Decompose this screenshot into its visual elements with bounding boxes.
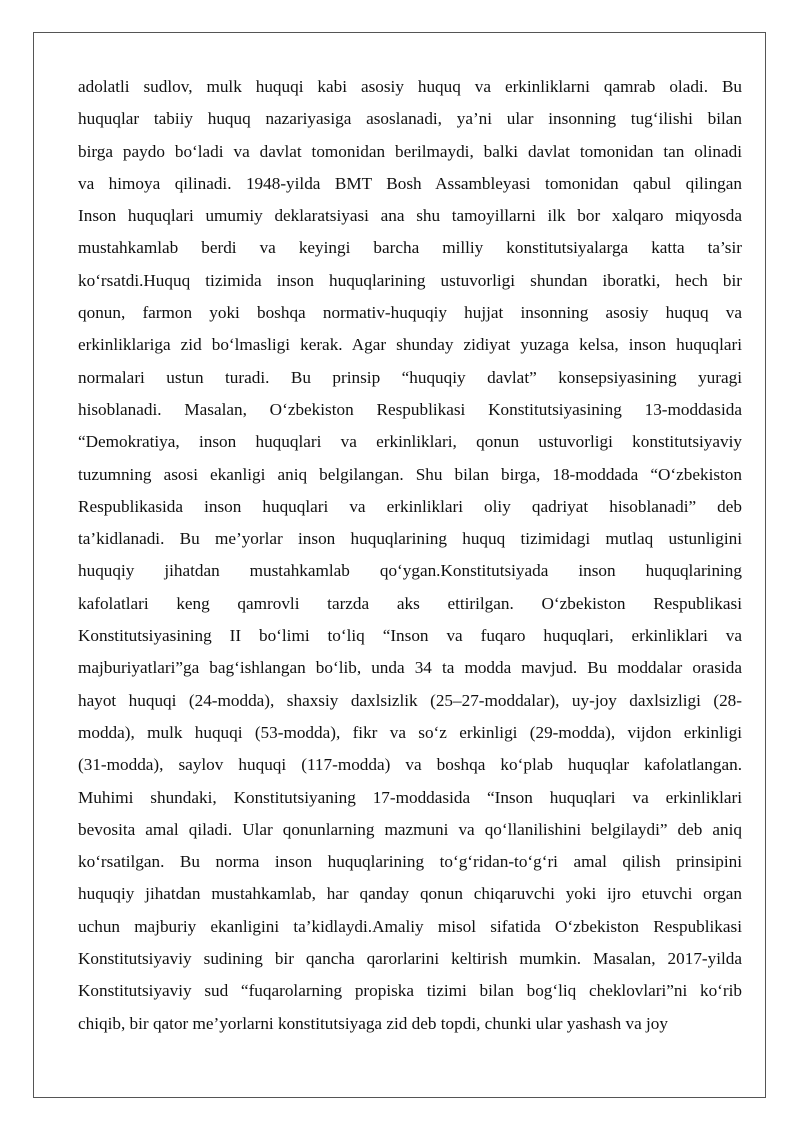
text-line: bevosita amal qiladi. Ular qonunlarning mazmuni va qo‘llanilishini belgilaydi” deb aniq (78, 819, 742, 839)
text-line: huquqiy jihatdan mustahkamlab qo‘ygan.Konstitutsiyada inson huquqlarining (78, 561, 742, 581)
text-line: chiqib, bir qator me’yorlarni konstitutsiyaga zid deb topdi, chunki ular yashash va joy (78, 1013, 668, 1033)
text-line: Inson huquqlari umumiy deklaratsiyasi ana shu tamoyillarni ilk bor xalqaro miqyosda (78, 206, 742, 226)
text-line: Muhimi shundaki, Konstitutsiyaning 17-moddasida “Inson huquqlari va erkinliklari (78, 787, 742, 807)
body-paragraph (78, 71, 742, 1040)
text-line: qonun, farmon yoki boshqa normativ-huquqiy hujjat insonning asosiy huquq va (78, 303, 742, 323)
text-line: hayot huquqi (24-modda), shaxsiy daxlsizlik (25–27-moddalar), uy-joy daxlsizligi (28- (78, 690, 742, 710)
text-line: modda), mulk huquqi (53-modda), fikr va so‘z erkinligi (29-modda), vijdon erkinligi (78, 722, 742, 742)
text-line: majburiyatlari”ga bag‘ishlangan bo‘lib, unda 34 ta modda mavjud. Bu moddalar orasida (78, 658, 742, 678)
text-line: birga paydo bo‘ladi va davlat tomonidan berilmaydi, balki davlat tomonidan tan olinadi (78, 141, 742, 161)
text-line: tuzumning asosi ekanligi aniq belgilangan. Shu bilan birga, 18-moddada “O‘zbekiston (78, 464, 742, 484)
text-line: “Demokratiya, inson huquqlari va erkinliklari, qonun ustuvorligi konstitutsiyaviy (78, 432, 742, 452)
text-line: kafolatlari keng qamrovli tarzda aks ettirilgan. O‘zbekiston Respublikasi (78, 593, 742, 613)
text-line: erkinliklariga zid bo‘lmasligi kerak. Agar shunday zidiyat yuzaga kelsa, inson huquqlari (78, 335, 742, 355)
text-line: normalari ustun turadi. Bu prinsip “huquqiy davlat” konsepsiyasining yuragi (78, 367, 742, 387)
text-line: ko‘rsatilgan. Bu norma inson huquqlarining to‘g‘ridan-to‘g‘ri amal qilish prinsipini (78, 852, 742, 872)
text-line: ko‘rsatdi.Huquq tizimida inson huquqlarining ustuvorligi shundan iboratki, hech bir (78, 270, 742, 290)
text-line: (31-modda), saylov huquqi (117-modda) va boshqa ko‘plab huquqlar kafolatlangan. (78, 755, 742, 775)
text-line: huquqlar tabiiy huquq nazariyasiga asoslanadi, ya’ni ular insonning tug‘ilishi bilan (78, 109, 742, 129)
text-line: Konstitutsiyasining II bo‘limi to‘liq “Inson va fuqaro huquqlari, erkinliklari va (78, 626, 742, 646)
text-line: va himoya qilinadi. 1948-yilda BMT Bosh Assambleyasi tomonidan qabul qilingan (78, 173, 742, 193)
text-line: ta’kidlanadi. Bu me’yorlar inson huquqlarining huquq tizimidagi mutlaq ustunligini (78, 529, 742, 549)
text-line: huquqiy jihatdan mustahkamlab, har qanday qonun chiqaruvchi yoki ijro etuvchi organ (78, 884, 742, 904)
text-line: Respublikasida inson huquqlari va erkinliklari oliy qadriyat hisoblanadi” deb (78, 496, 742, 516)
text-line: adolatli sudlov, mulk huquqi kabi asosiy huquq va erkinliklarni qamrab oladi. Bu (78, 77, 742, 96)
text-line: mustahkamlab berdi va keyingi barcha milliy konstitutsiyalarga katta ta’sir (78, 238, 742, 258)
text-line: Konstitutsiyaviy sud “fuqarolarning propiska tizimi bilan bog‘liq cheklovlari”ni ko‘rib (78, 981, 742, 1001)
text-line: Konstitutsiyaviy sudining bir qancha qarorlarini keltirish mumkin. Masalan, 2017-yilda (78, 949, 742, 969)
text-line: uchun majburiy ekanligini ta’kidlaydi.Amaliy misol sifatida O‘zbekiston Respublikasi (78, 916, 742, 936)
text-line: hisoblanadi. Masalan, O‘zbekiston Respublikasi Konstitutsiyasining 13-moddasida (78, 399, 742, 419)
